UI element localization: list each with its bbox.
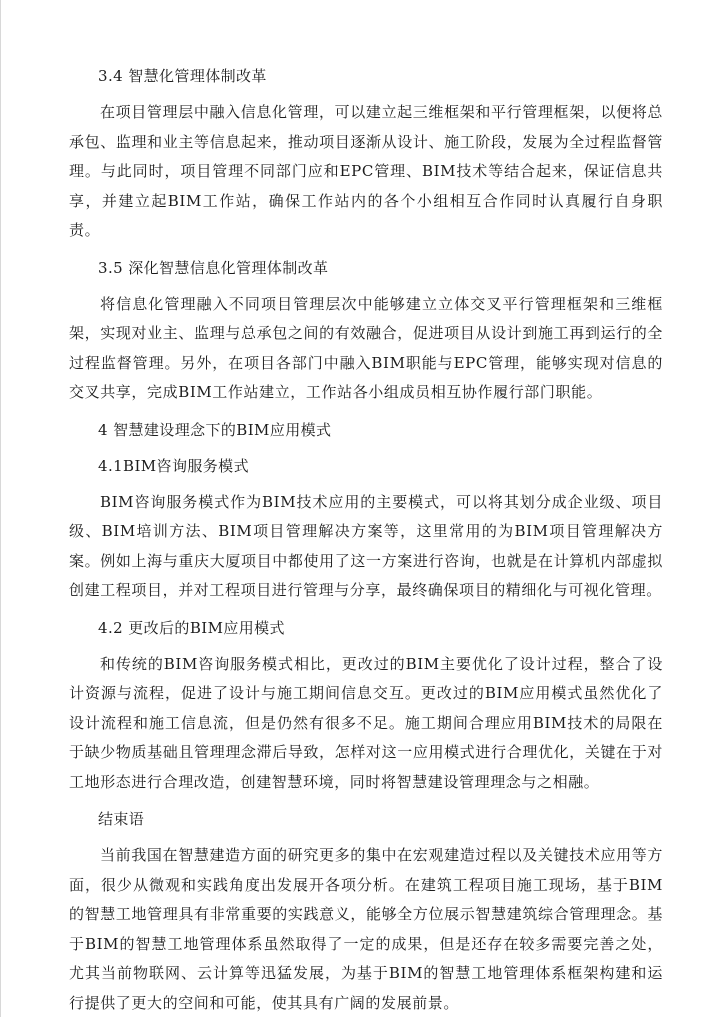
page-edge (0, 0, 1, 1017)
conclusion-paragraph: 当前我国在智慧建造方面的研究更多的集中在宏观建造过程以及关键技术应用等方面，很少从微观和实践角度出发展开各项分析。在建筑工程项目施工现场，基于BIM的智慧工地管理具有非常重要的实践意义，能够全方位展示智慧建筑综合管理理念。基于BIM的智慧工地管理体系虽然取得了一定的成果，但是还存在较多需要完善之处，尤其当前物联网、云计算等迅猛发展，为基于BIM的智慧工地管理体系框架构建和运行提供了更大的空间和可能，使其具有广阔的发展前景。 (69, 846, 663, 1012)
section-heading-4-1: 4.1BIM咨询服务模式 (98, 456, 249, 475)
paragraph-3-5: 将信息化管理融入不同项目管理层次中能够建立立体交叉平行管理框架和三维框架，实现对业主、监理与总承包之间的有效融合，促进项目从设计到施工再到运行的全过程监督管理。另外，在项目各部门中融入BIM职能与EPC管理，能够实现对信息的交叉共享，完成BIM工作站建立，工作站各小组成员相互协作履行部门职能。 (69, 294, 663, 401)
document-page (69, 62, 663, 1026)
section-heading-4-2: 4.2 更改后的BIM应用模式 (98, 618, 285, 637)
conclusion-heading: 结束语 (98, 810, 145, 828)
paragraph-3-4: 在项目管理层中融入信息化管理，可以建立起三维框架和平行管理框架，以便将总承包、监理和业主等信息起来，推动项目逐渐从设计、施工阶段，发展为全过程监督管理。与此同时，项目管理不同部门应和EPC管理、BIM技术等结合起来，保证信息共享，并建立起BIM工作站，确保工作站内的各个小组相互合作同时认真履行自身职责。 (69, 103, 663, 239)
paragraph-4-2: 和传统的BIM咨询服务模式相比，更改过的BIM主要优化了设计过程，整合了设计资源与流程，促进了设计与施工期间信息交互。更改过的BIM应用模式虽然优化了设计流程和施工信息流，但是仍然有很多不足。施工期间合理应用BIM技术的局限在于缺少物质基础且管理理念滞后导致，怎样对这一应用模式进行合理优化，关键在于对工地形态进行合理改造，创建智慧环境，同时将智慧建设管理理念与之相融。 (69, 654, 663, 791)
section-heading-4: 4 智慧建设理念下的BIM应用模式 (98, 420, 332, 439)
section-heading-3-5: 3.5 深化智慧信息化管理体制改革 (98, 258, 329, 277)
paragraph-4-1: BIM咨询服务模式作为BIM技术应用的主要模式，可以将其划分成企业级、项目级、BIM培训方法、BIM项目管理解决方案等，这里常用的为BIM项目管理解决方案。例如上海与重庆大厦项目中都使用了这一方案进行咨询，也就是在计算机内部虚拟创建工程项目，并对工程项目进行管理与分享，最终确保项目的精细化与可视化管理。 (69, 492, 663, 599)
section-heading-3-4: 3.4 智慧化管理体制改革 (98, 67, 267, 85)
